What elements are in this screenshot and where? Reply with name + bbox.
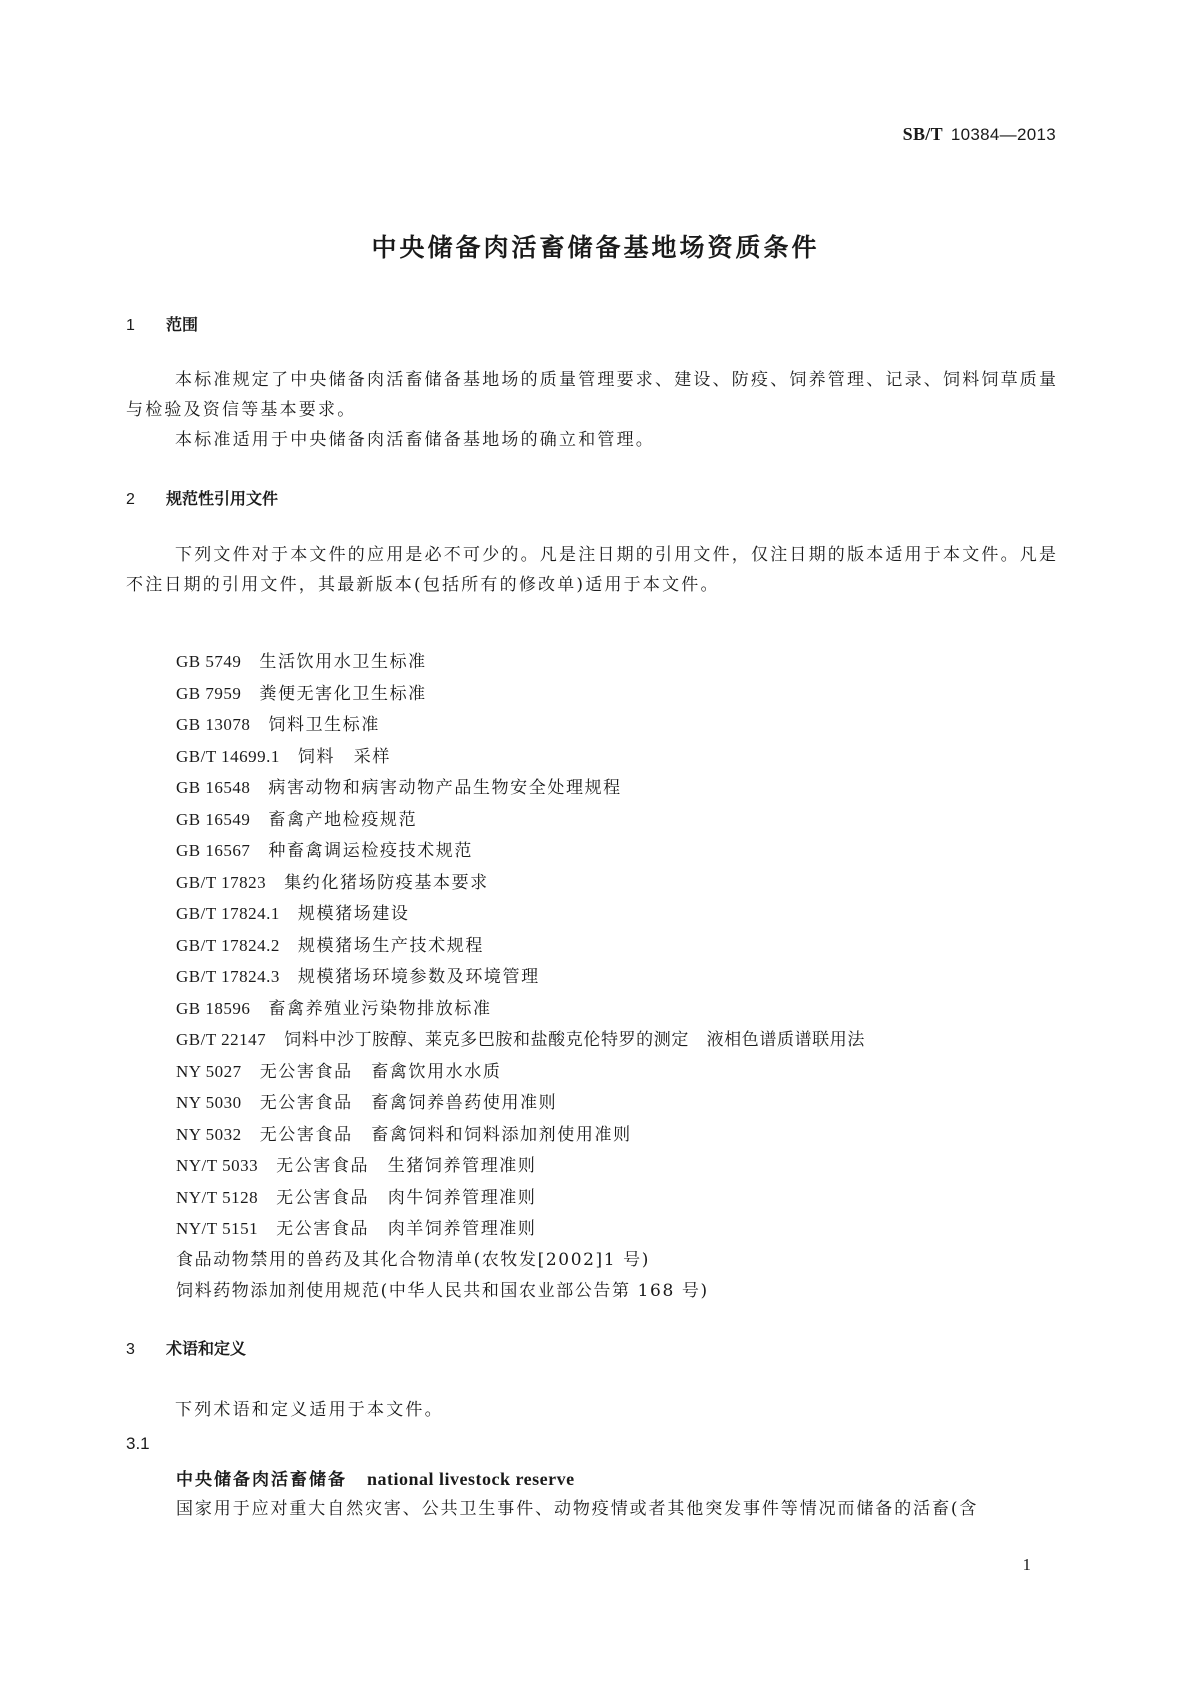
standard-code <box>903 124 1056 145</box>
scope-paragraph-2: 本标准适用于中央储备肉活畜储备基地场的确立和管理。 <box>175 430 655 450</box>
reference-item: GB 7959 粪便无害化卫生标准 <box>176 683 427 704</box>
reference-item: GB 18596 畜禽养殖业污染物排放标准 <box>176 998 492 1019</box>
reference-item: GB/T 17824.2 规模猪场生产技术规程 <box>176 935 484 956</box>
section-heading-terms-definitions <box>126 1336 246 1359</box>
reference-item: NY 5032 无公害食品 畜禽饲料和饲料添加剂使用准则 <box>176 1124 632 1145</box>
standard-number: 10384—2013 <box>950 125 1056 144</box>
reference-item: GB/T 17824.3 规模猪场环境参数及环境管理 <box>176 967 540 987</box>
reference-item: NY/T 5151 无公害食品 肉羊饲养管理准则 <box>176 1219 537 1239</box>
reference-item: NY/T 5033 无公害食品 生猪饲养管理准则 <box>176 1156 537 1176</box>
term-english: national livestock reserve <box>367 1469 575 1489</box>
reference-item: NY 5030 无公害食品 畜禽饲养兽药使用准则 <box>176 1093 558 1113</box>
clause-number: 3.1 <box>126 1434 150 1453</box>
reference-item: GB 13078 饲料卫生标准 <box>176 715 380 735</box>
reference-item: GB/T 17824.1 规模猪场建设 <box>176 904 410 924</box>
reference-item: GB/T 14699.1 饲料 采样 <box>176 746 391 767</box>
section-title: 范围 <box>166 315 199 334</box>
section-number: 2 <box>126 491 135 508</box>
term-chinese: 中央储备肉活畜储备 <box>176 1470 347 1490</box>
reference-item: NY/T 5128 无公害食品 肉牛饲养管理准则 <box>176 1187 537 1208</box>
reference-item: 食品动物禁用的兽药及其化合物清单(农牧发[2002]1 号) <box>176 1249 651 1270</box>
reference-item: GB/T 22147 饲料中沙丁胺醇、莱克多巴胺和盐酸克伦特罗的测定 液相色谱质谱联用法 <box>176 1030 865 1050</box>
section-number: 3 <box>126 1341 135 1358</box>
section-heading-normative-references <box>126 486 278 509</box>
section-heading-scope <box>126 312 198 335</box>
scope-paragraph-1: 本标准规定了中央储备肉活畜储备基地场的质量管理要求、建设、防疫、饲养管理、记录、饲料饲草质量与检验及资信等基本要求。 <box>126 370 1059 420</box>
reference-item: GB 16549 畜禽产地检疫规范 <box>176 809 418 830</box>
reference-item: NY 5027 无公害食品 畜禽饮用水水质 <box>176 1061 502 1082</box>
reference-item: GB 5749 生活饮用水卫生标准 <box>176 652 427 672</box>
section-number: 1 <box>126 317 135 334</box>
reference-item: GB 16567 种畜禽调运检疫技术规范 <box>176 841 473 861</box>
standard-prefix: SB/T <box>902 124 943 144</box>
term-entry <box>176 1465 575 1490</box>
reference-item: GB/T 17823 集约化猪场防疫基本要求 <box>176 872 489 893</box>
reference-list <box>176 646 865 1308</box>
reference-item: GB 16548 病害动物和病害动物产品生物安全处理规程 <box>176 778 622 798</box>
terms-intro-paragraph: 下列术语和定义适用于本文件。 <box>175 1400 444 1420</box>
section-title: 术语和定义 <box>166 1339 247 1358</box>
reference-item: 饲料药物添加剂使用规范(中华人民共和国农业部公告第 168 号) <box>176 1281 709 1301</box>
references-intro-paragraph: 下列文件对于本文件的应用是必不可少的。凡是注日期的引用文件，仅注日期的版本适用于本文件。凡是不注日期的引用文件，其最新版本(包括所有的修改单)适用于本文件。 <box>126 545 1059 595</box>
document-title: 中央储备肉活畜储备基地场资质条件 <box>371 233 820 262</box>
term-definition: 国家用于应对重大自然灾害、公共卫生事件、动物疫情或者其他突发事件等情况而储备的活畜(含 <box>176 1499 979 1519</box>
section-title: 规范性引用文件 <box>166 489 279 508</box>
page-number: 1 <box>1022 1555 1031 1574</box>
